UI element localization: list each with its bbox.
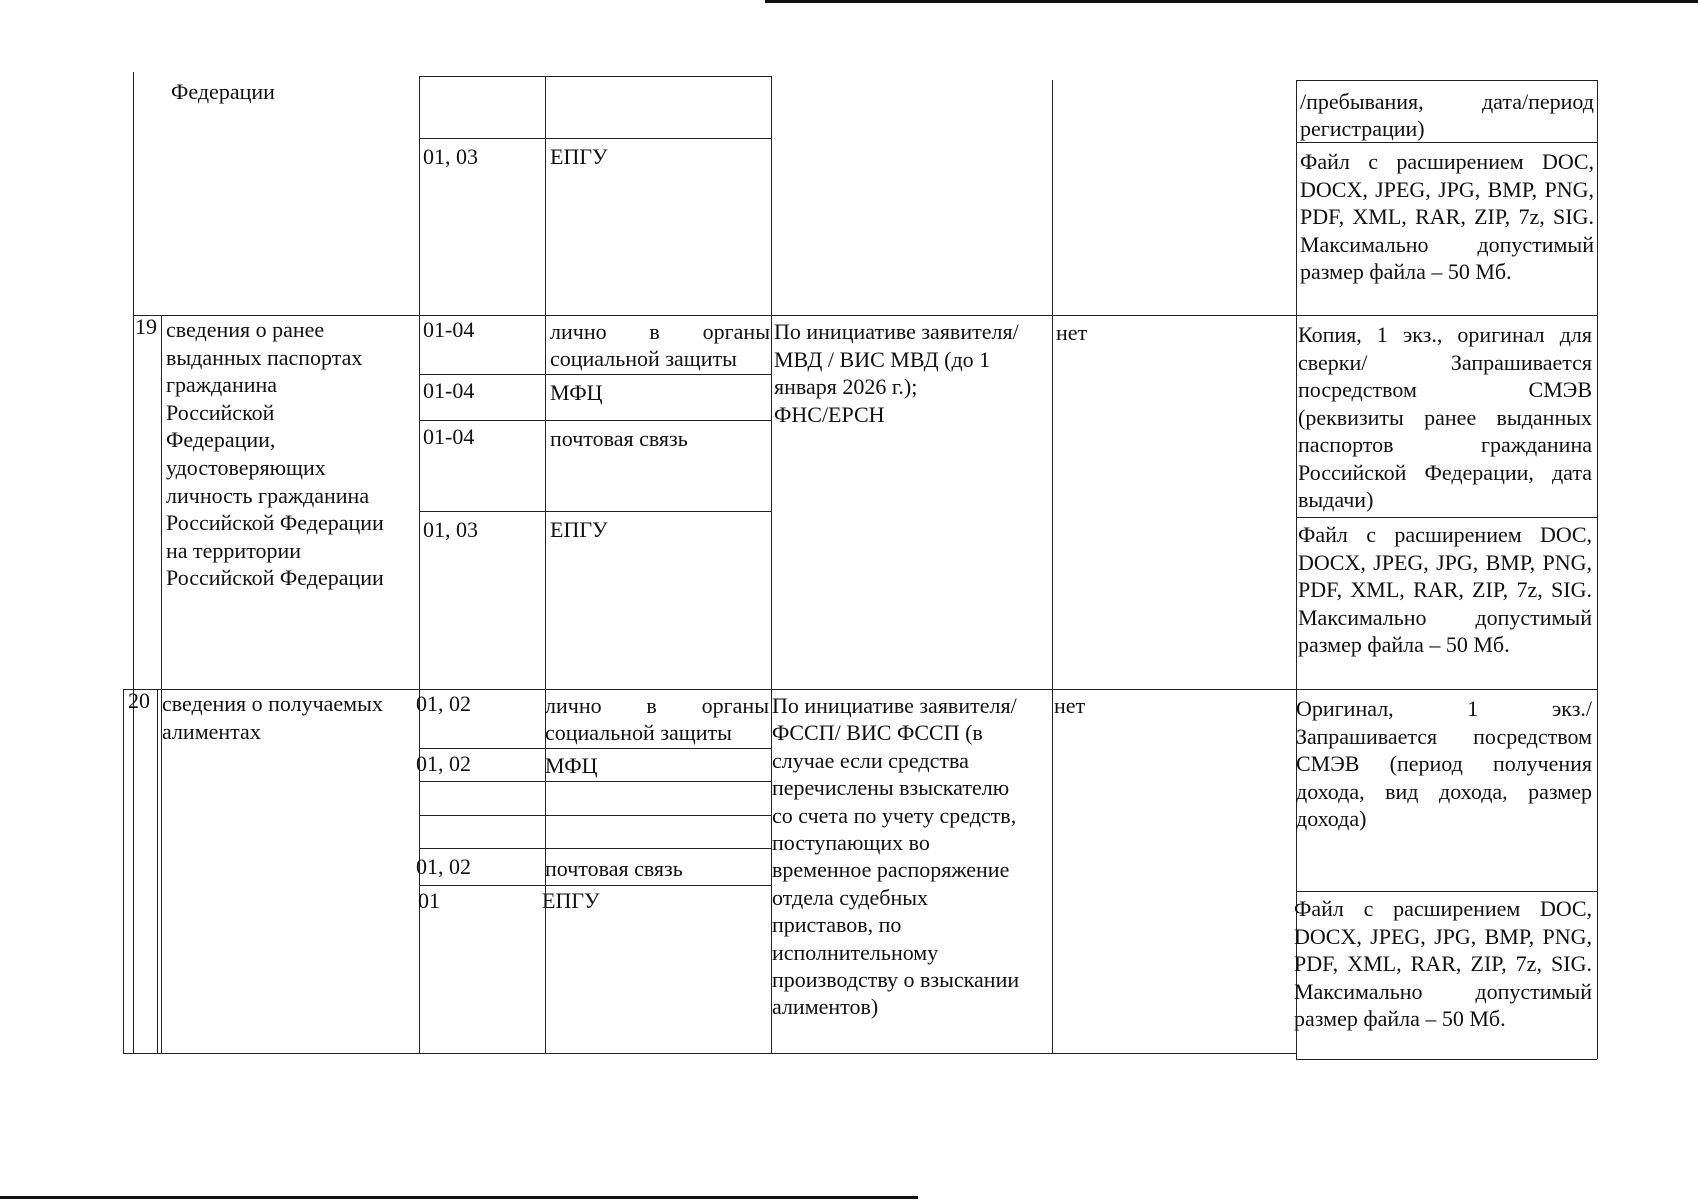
row-continued-requirement-line1: /пребывания, дата/период (1300, 89, 1594, 114)
row-19-way-3-code: 01-04 (423, 424, 475, 449)
row-19-source: По инициативе заявителя/ МВД / ВИС МВД (до 1 января 2026 г.); ФНС/ЕРСН (774, 319, 1019, 427)
scan-edge-top (765, 0, 1698, 3)
row-19-file-requirement: Файл с расширением DOC, DOCX, JPEG, JPG, BMP, PNG, PDF, XML, RAR, ZIP, 7z, SIG. Максимально допустимый размер файла – 50 Мб. (1298, 522, 1592, 657)
row-20-way-3-label: почтовая связь (545, 856, 683, 881)
row-20-way-1-code: 01, 02 (416, 691, 471, 716)
row-20-way-4-label: ЕПГУ (542, 888, 600, 913)
row-19-way-4-label: ЕПГУ (550, 517, 608, 542)
row-19-way-4-code: 01, 03 (423, 517, 478, 542)
row-19-way-3-label: почтовая связь (550, 426, 688, 451)
scan-edge-bottom (0, 1196, 918, 1199)
row-continued-epgu-code: 01, 03 (423, 144, 478, 169)
row-19-number: 19 (135, 314, 157, 339)
row-continued-requirement-line2: регистрации) (1300, 116, 1425, 141)
row-continued-file-requirement: Файл с расширением DOC, DOCX, JPEG, JPG, BMP, PNG, PDF, XML, RAR, ZIP, 7z, SIG. Максимально допустимый размер файла – 50 Мб. (1300, 149, 1594, 284)
row-20-way-2-code: 01, 02 (416, 751, 471, 776)
row-19-way-1-code: 01-04 (423, 317, 475, 342)
row-20-requirement: Оригинал, 1 экз./ Запрашивается посредством СМЭВ (период получения дохода, вид дохода, размер дохода) (1296, 696, 1592, 831)
row-20-fee: нет (1054, 693, 1086, 718)
row-19-name: сведения о ранее выданных паспортах гражданина Российской Федерации, удостоверяющих личность гражданина Российской Федерации на территории Российской Федерации (166, 317, 384, 591)
row-20-way-1-label-line2: социальной защиты (545, 720, 732, 745)
row-19-way-2-code: 01-04 (423, 378, 475, 403)
row-19-fee: нет (1056, 320, 1088, 345)
row-20-source: По инициативе заявителя/ ФССП/ ВИС ФССП (в случае если средства перечислены взыскателю со счета по учету средств, поступающих во временное распоряжение отдела судебных приставов, по исполнительному производству о взыскании алиментов) (772, 693, 1020, 1020)
row-19-way-2-label: МФЦ (550, 380, 603, 405)
row-19-way-1-label-line1: лично в органы (550, 319, 770, 344)
row-20-name: сведения о получаемых алиментах (162, 691, 383, 744)
row-20-file-requirement: Файл с расширением DOC, DOCX, JPEG, JPG, BMP, PNG, PDF, XML, RAR, ZIP, 7z, SIG. Максимально допустимый размер файла – 50 Мб. (1294, 896, 1592, 1031)
row-continued-epgu-label: ЕПГУ (550, 144, 608, 169)
row-continued-name: Федерации (171, 79, 275, 104)
row-20-way-3-code: 01, 02 (416, 854, 471, 879)
row-20-way-1-label-line1: лично в органы (545, 693, 769, 718)
row-20-way-2-label: МФЦ (545, 753, 598, 778)
row-19-requirement: Копия, 1 экз., оригинал для сверки/ Запрашивается посредством СМЭВ (реквизиты ранее выданных паспортов гражданина Российской Федерации, дата выдачи) (1298, 322, 1592, 512)
row-19-way-1-label-line2: социальной защиты (550, 346, 737, 371)
row-20-number: 20 (128, 688, 150, 713)
row-20-way-4-code: 01 (418, 888, 440, 913)
